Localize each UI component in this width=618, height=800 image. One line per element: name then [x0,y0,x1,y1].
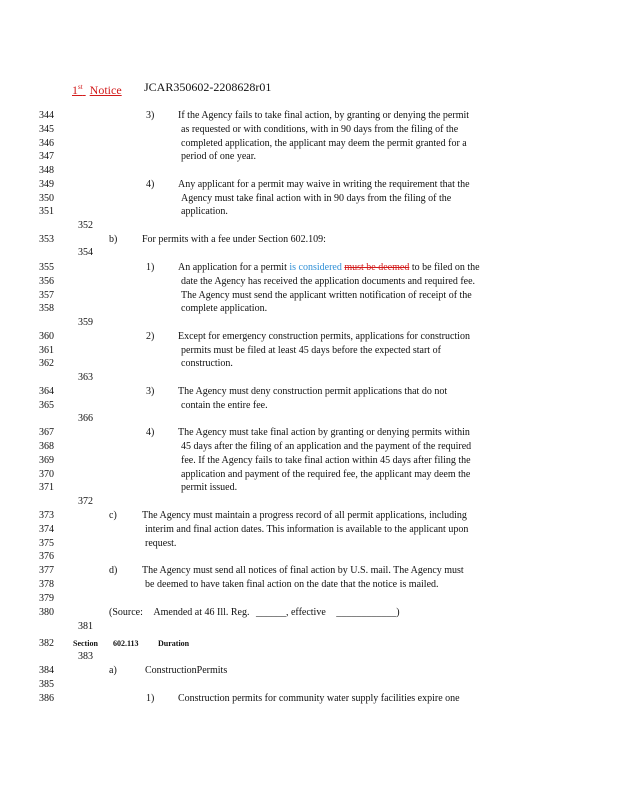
line-number: 379 [39,593,54,604]
line-number: 371 [39,482,54,493]
line-number: 345 [39,124,54,135]
para-a3-line-3: completed application, the applicant may deem the permit granted for a [181,138,467,149]
para-a4-line-1: Any applicant for a permit may waive in writing the requirement that the [178,179,470,190]
line-number: 362 [39,358,54,369]
sub-b-text: For permits with a fee under Section 602.109: [142,234,326,245]
para-a3-line-4: period of one year. [181,151,256,162]
para-a3-line-2: as requested or with conditions, with in 90 days from the filing of the [181,124,459,135]
line-number: 385 [39,679,54,690]
line-number: 357 [39,290,54,301]
document-id: JCAR350602-2208628r01 [144,80,272,94]
para-b2-label: 2) [146,331,155,342]
sub-a2-label: a) [109,665,117,676]
line-number: 350 [39,193,54,204]
line-number: 373 [39,510,54,521]
para-a3-label: 3) [146,110,155,121]
para-b3-line-2: contain the entire fee. [181,400,268,411]
line-number: 382 [39,638,54,649]
inserted-text: is considered [289,262,342,273]
line-number: 355 [39,262,54,273]
para-b2-line-3: construction. [181,358,233,369]
sub-d-line-2: be deemed to have taken final action on the date that the notice is mailed. [145,579,439,590]
para-b4-line-3: fee. If the Agency fails to take final action within 45 days after filing the [181,455,471,466]
sub-d-line-1: The Agency must send all notices of final action by U.S. mail. The Agency must [142,565,464,576]
line-number: 375 [39,538,54,549]
para-b3-label: 3) [146,386,155,397]
line-number: 377 [39,565,54,576]
line-number: 353 [39,234,54,245]
line-number: 366 [78,413,93,424]
line-number: 352 [78,220,93,231]
line-number: 359 [78,317,93,328]
line-number: 363 [78,372,93,383]
sub-b-label: b) [109,234,118,245]
line-number: 372 [78,496,93,507]
line-number: 368 [39,441,54,452]
para-b3-line-1: The Agency must deny construction permit applications that do not [178,386,448,397]
para-b4-line-2: 45 days after the filing of an application and the payment of the required [181,441,472,452]
notice-label: 1st Notice [72,83,122,97]
line-number: 358 [39,303,54,314]
line-number: 356 [39,276,54,287]
line-number: 370 [39,469,54,480]
line-number: 374 [39,524,54,535]
line-number: 347 [39,151,54,162]
sub-c-line-1: The Agency must maintain a progress record of all permit applications, including [142,510,467,521]
line-number: 367 [39,427,54,438]
line-number: 354 [78,247,93,258]
para-a4-line-2: Agency must take final action with in 90 days from the filing of the [181,193,452,204]
sub-c-label: c) [109,510,117,521]
line-number: 376 [39,551,54,562]
para-a4-line-3: application. [181,206,228,217]
para-b1-line-3: The Agency must send the applicant written notification of receipt of the [181,290,472,301]
line-number: 380 [39,607,54,618]
line-number: 349 [39,179,54,190]
para-b4-label: 4) [146,427,155,438]
para-b1-label: 1) [146,262,155,273]
sub-c-line-3: request. [145,538,177,549]
line-number: 348 [39,165,54,176]
line-number: 364 [39,386,54,397]
line-number: 361 [39,345,54,356]
sub-d-label: d) [109,565,118,576]
para-b1-line-4: complete application. [181,303,268,314]
line-number: 386 [39,693,54,704]
section-word: Section [73,639,98,648]
para-a2-1-label: 1) [146,693,155,704]
para-b2-line-1: Except for emergency construction permits, applications for construction [178,331,470,342]
line-number: 346 [39,138,54,149]
para-a3-line-1: If the Agency fails to take final action, by granting or denying the permit [178,110,470,121]
para-b4-line-4: application and payment of the required fee, the applicant may deem the [181,469,471,480]
section-number: 602.113 [113,639,139,648]
line-number: 351 [39,206,54,217]
para-b1-line-2: date the Agency has received the application documents and required fee. [181,276,476,287]
source-note: (Source: Amended at 46 Ill. Reg. ______, effective ____________) [109,607,400,618]
sub-a2-text: ConstructionPermits [145,665,228,676]
deleted-text: must be deemed [344,262,410,273]
para-b4-line-1: The Agency must take final action by granting or denying permits within [178,427,470,438]
para-a2-1-text: Construction permits for community water supply facilities expire one [178,693,460,704]
line-number: 360 [39,331,54,342]
para-b1-line-1: An application for a permit is considered must be deemed to be filed on the [178,262,480,273]
line-number: 381 [78,621,93,632]
section-title: Duration [158,639,190,648]
line-number: 384 [39,665,54,676]
para-b4-line-5: permit issued. [181,482,238,493]
line-number: 383 [78,651,93,662]
para-b2-line-2: permits must be filed at least 45 days before the expected start of [181,345,441,356]
para-a4-label: 4) [146,179,155,190]
sub-c-line-2: interim and final action dates. This information is available to the applicant upon [145,524,469,535]
line-number: 378 [39,579,54,590]
line-number: 369 [39,455,54,466]
line-number: 344 [39,110,54,121]
line-number: 365 [39,400,54,411]
